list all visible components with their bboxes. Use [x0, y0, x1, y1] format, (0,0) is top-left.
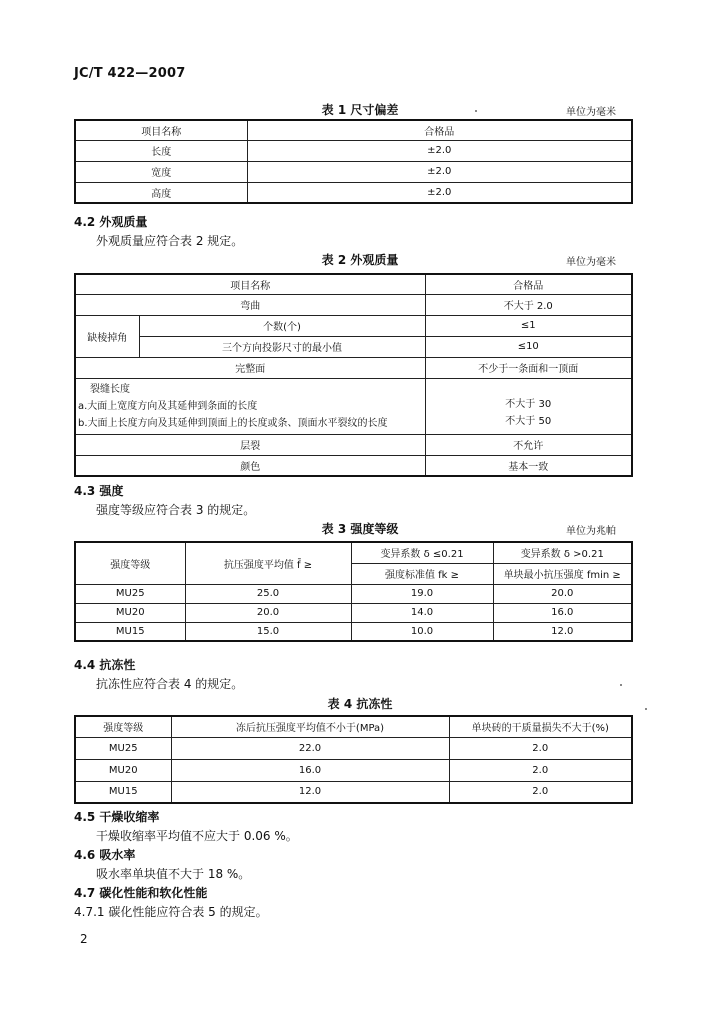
table2-cell: 颜色 — [75, 455, 425, 476]
table-row — [75, 378, 632, 434]
table1-header-item: 项目名称 — [75, 120, 247, 140]
table2-cell: 三个方向投影尺寸的最小值 — [139, 336, 425, 357]
table1-header-grade: 合格品 — [247, 120, 632, 140]
table3-cell: MU25 — [75, 584, 185, 603]
table4-cell: MU25 — [75, 737, 171, 759]
table4-cell: 2.0 — [449, 759, 632, 781]
table1 — [74, 119, 633, 204]
table-row — [75, 315, 632, 336]
section-4-3-heading: 4.3 强度 — [74, 484, 124, 498]
table-row — [75, 584, 632, 603]
table3-cell: MU15 — [75, 622, 185, 641]
table2-cell: 基本一致 — [425, 455, 632, 476]
table2-crack-b-value: 不大于 50 — [505, 416, 552, 427]
table3-cell: 14.0 — [351, 603, 493, 622]
table3-cell: 10.0 — [351, 622, 493, 641]
table-row — [75, 357, 632, 378]
table3-cell: MU20 — [75, 603, 185, 622]
table3-cell: 12.0 — [493, 622, 632, 641]
table2-cell: 完整面 — [75, 357, 425, 378]
table3-header-cv-low: 变异系数 δ ≤0.21 — [351, 542, 493, 563]
table-row — [75, 455, 632, 476]
scan-speck — [620, 684, 622, 686]
table4-cell: MU15 — [75, 781, 171, 803]
table3-header-grade: 强度等级 — [75, 542, 185, 584]
table2-cell: 不大于 2.0 — [425, 294, 632, 315]
table3-cell: 25.0 — [185, 584, 351, 603]
document-code: JC/T 422—2007 — [74, 66, 186, 81]
table2 — [74, 273, 633, 477]
table-row — [75, 294, 632, 315]
table-row — [75, 759, 632, 781]
table3-unit: 单位为兆帕 — [566, 526, 616, 537]
table2-crack-b: b.大面上长度方向及其延伸到顶面上的长度或条、顶面水平裂纹的长度 — [78, 417, 388, 429]
table-row — [75, 781, 632, 803]
table1-cell: 高度 — [75, 182, 247, 203]
table1-cell: ±2.0 — [247, 140, 632, 161]
section-4-7-heading: 4.7 碳化性能和软化性能 — [74, 886, 208, 900]
table4-header-strength: 冻后抗压强度平均值不小于(MPa) — [171, 716, 449, 737]
table4-caption: 表 4 抗冻性 — [327, 697, 393, 711]
scan-speck — [645, 708, 647, 710]
section-4-5-text: 干燥收缩率平均值不应大于 0.06 %。 — [96, 829, 298, 843]
table2-cell: 个数(个) — [139, 315, 425, 336]
table4-header-loss: 单块砖的干质量损失不大于(%) — [449, 716, 632, 737]
table4-cell: 16.0 — [171, 759, 449, 781]
table2-cell: ≤1 — [425, 315, 632, 336]
table3 — [74, 541, 633, 642]
table1-caption: 表 1 尺寸偏差 — [321, 103, 399, 117]
table4-cell: 2.0 — [449, 781, 632, 803]
table3-header-standard: 强度标准值 fk ≥ — [351, 563, 493, 584]
table2-crack-values — [425, 378, 632, 434]
table3-cell: 20.0 — [185, 603, 351, 622]
page-number: 2 — [80, 932, 88, 946]
table3-cell: 20.0 — [493, 584, 632, 603]
table-row — [75, 140, 632, 161]
table2-cell: 层裂 — [75, 434, 425, 455]
table-row — [75, 336, 632, 357]
table3-header-cv-high: 变异系数 δ >0.21 — [493, 542, 632, 563]
table2-cell: 不少于一条面和一顶面 — [425, 357, 632, 378]
table2-missing-group: 缺棱掉角 — [75, 315, 139, 357]
section-4-4-heading: 4.4 抗冻性 — [74, 658, 136, 672]
table4-header-grade: 强度等级 — [75, 716, 171, 737]
section-4-2-text: 外观质量应符合表 2 规定。 — [96, 234, 244, 248]
section-4-6-text: 吸水率单块值不大于 18 %。 — [96, 867, 251, 881]
table2-crack-title: 裂缝长度 — [90, 383, 130, 395]
table-row — [75, 182, 632, 203]
table2-cell: 不允许 — [425, 434, 632, 455]
table2-header-item: 项目名称 — [75, 274, 425, 294]
table2-caption: 表 2 外观质量 — [321, 253, 399, 267]
table1-cell: 宽度 — [75, 161, 247, 182]
table3-cell: 15.0 — [185, 622, 351, 641]
table-row — [75, 434, 632, 455]
table3-cell: 19.0 — [351, 584, 493, 603]
table4-cell: MU20 — [75, 759, 171, 781]
table-row — [75, 161, 632, 182]
table3-header-min: 单块最小抗压强度 fmin ≥ — [493, 563, 632, 584]
scan-speck — [475, 110, 477, 112]
table1-cell: 长度 — [75, 140, 247, 161]
table1-unit: 单位为毫米 — [566, 107, 616, 118]
table2-crack-a-value: 不大于 30 — [505, 399, 552, 410]
table1-cell: ±2.0 — [247, 161, 632, 182]
table-row — [75, 737, 632, 759]
table4 — [74, 715, 633, 804]
section-4-5-heading: 4.5 干燥收缩率 — [74, 810, 160, 824]
section-4-3-text: 强度等级应符合表 3 的规定。 — [96, 503, 256, 517]
table3-header-average: 抗压强度平均值 f̄ ≥ — [185, 542, 351, 584]
table2-unit: 单位为毫米 — [566, 257, 616, 268]
table2-cell: ≤10 — [425, 336, 632, 357]
section-4-4-text: 抗冻性应符合表 4 的规定。 — [96, 677, 244, 691]
section-4-2-heading: 4.2 外观质量 — [74, 215, 148, 229]
table2-header-grade: 合格品 — [425, 274, 632, 294]
section-4-7-1-text: 4.7.1 碳化性能应符合表 5 的规定。 — [74, 905, 268, 919]
table3-cell: 16.0 — [493, 603, 632, 622]
table3-caption: 表 3 强度等级 — [321, 522, 399, 536]
table1-cell: ±2.0 — [247, 182, 632, 203]
table-row — [75, 622, 632, 641]
table2-crack-cell — [75, 378, 425, 434]
table4-cell: 2.0 — [449, 737, 632, 759]
section-4-6-heading: 4.6 吸水率 — [74, 848, 136, 862]
table-row — [75, 603, 632, 622]
table2-crack-a: a.大面上宽度方向及其延伸到条面的长度 — [78, 400, 258, 412]
table4-cell: 22.0 — [171, 737, 449, 759]
table4-cell: 12.0 — [171, 781, 449, 803]
table2-cell: 弯曲 — [75, 294, 425, 315]
